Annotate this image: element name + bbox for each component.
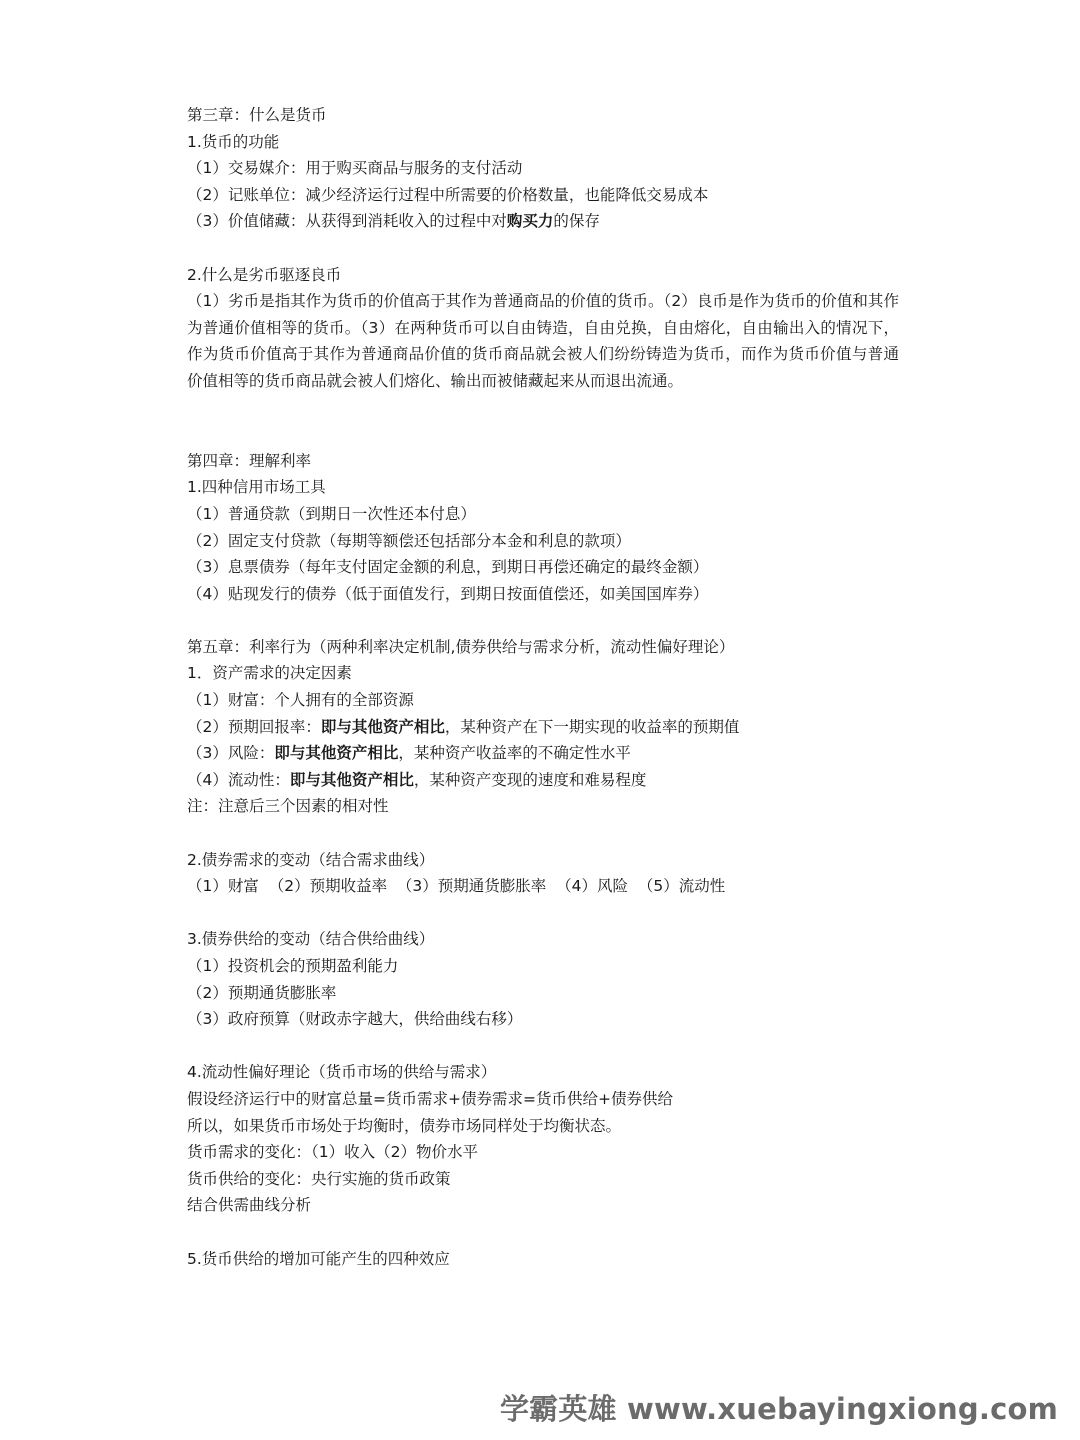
list-item bbox=[187, 767, 907, 794]
document-page bbox=[187, 102, 907, 1272]
list-item-text: （2）预期回报率： bbox=[187, 717, 321, 736]
list-item-text: ，某种资产收益率的不确定性水平 bbox=[398, 744, 631, 763]
list-item-text: （3）价值储藏：从获得到消耗收入的过程中对 bbox=[187, 212, 507, 231]
chapter-4-title: 第四章：理解利率 bbox=[187, 451, 312, 470]
spacer bbox=[187, 1219, 907, 1246]
list-item-text: 的保存 bbox=[553, 212, 600, 231]
section-5-1-title: 1．资产需求的决定因素 bbox=[187, 664, 352, 683]
text-line: 货币需求的变化：（1）收入（2）物价水平 bbox=[187, 1143, 478, 1162]
chapter-5-title: 第五章：利率行为（两种利率决定机制,债券供给与需求分析，流动性偏好理论） bbox=[187, 637, 735, 656]
text-line: 货币供给的变化：央行实施的货币政策 bbox=[187, 1169, 451, 1188]
section-4-1-title: 1.四种信用市场工具 bbox=[187, 478, 326, 497]
list-item: （1）普通贷款（到期日一次性还本付息） bbox=[187, 504, 476, 523]
list-item: （2）固定支付贷款（每期等额偿还包括部分本金和利息的款项） bbox=[187, 531, 631, 550]
spacer bbox=[187, 395, 907, 448]
list-item bbox=[187, 740, 907, 767]
section-5-3-title: 3.债券供给的变动（结合供给曲线） bbox=[187, 930, 435, 949]
list-item bbox=[187, 208, 907, 235]
spacer bbox=[187, 820, 907, 847]
list-item-text: （4）流动性： bbox=[187, 770, 290, 789]
emphasis-text: 购买力 bbox=[506, 212, 554, 231]
spacer bbox=[187, 900, 907, 927]
list-item: （3）政府预算（财政赤字越大，供给曲线右移） bbox=[187, 1010, 523, 1029]
section-5-2-title: 2.债券需求的变动（结合需求曲线） bbox=[187, 850, 435, 869]
list-item: （1）财富：个人拥有的全部资源 bbox=[187, 691, 414, 710]
emphasis-text: 即与其他资产相比 bbox=[289, 770, 414, 789]
paragraph: （1）劣币是指其作为货币的价值高于其作为普通商品的价值的货币。（2）良币是作为货币的价值和其作为普通价值相等的货币。（3）在两种货币可以自由铸造，自由兑换，自由熔化，自由输出入的情况下，作为货币价值高于其作为普通商品价值的货币商品就会被人们纷纷铸造为货币，而作为货币价值与普通价值相等的货币商品就会被人们熔化、输出而被储藏起来从而退出流通。 bbox=[187, 292, 899, 390]
section-5-5-title: 5.货币供给的增加可能产生的四种效应 bbox=[187, 1249, 450, 1268]
emphasis-text: 即与其他资产相比 bbox=[274, 744, 399, 763]
text-line: 结合供需曲线分析 bbox=[187, 1196, 312, 1215]
chapter-3-title: 第三章：什么是货币 bbox=[187, 106, 327, 124]
site-watermark: 学霸英雄 www.xuebayingxiong.com bbox=[499, 1392, 1058, 1426]
spacer bbox=[187, 235, 907, 262]
list-item: （2）预期通货膨胀率 bbox=[187, 983, 337, 1002]
section-3-1-title: 1.货币的功能 bbox=[187, 132, 280, 151]
list-item: （2）记账单位：减少经济运行过程中所需要的价格数量，也能降低交易成本 bbox=[187, 185, 709, 204]
list-item: （1）交易媒介：用于购买商品与服务的支付活动 bbox=[187, 159, 523, 178]
text-line: 所以，如果货币市场处于均衡时，债券市场同样处于均衡状态。 bbox=[187, 1116, 622, 1135]
spacer bbox=[187, 607, 907, 634]
list-item: （1）投资机会的预期盈利能力 bbox=[187, 957, 399, 975]
list-item: （3）息票债券（每年支付固定金额的利息，到期日再偿还确定的最终金额） bbox=[187, 558, 709, 577]
text-line: 假设经济运行中的财富总量=货币需求+债券需求=货币供给+债券供给 bbox=[187, 1089, 673, 1108]
list-item: （4）贴现发行的债券（低于面值发行，到期日按面值偿还，如美国国库券） bbox=[187, 584, 709, 603]
emphasis-text: 即与其他资产相比 bbox=[320, 717, 445, 736]
list-item bbox=[187, 714, 907, 741]
list-item-text: （3）风险： bbox=[187, 744, 275, 763]
list-item: （1）财富 （2）预期收益率 （3）预期通货膨胀率 （4）风险 （5）流动性 bbox=[187, 877, 726, 896]
list-item-text: ，某种资产在下一期实现的收益率的预期值 bbox=[444, 717, 740, 736]
spacer bbox=[187, 1033, 907, 1060]
section-3-2-title: 2.什么是劣币驱逐良币 bbox=[187, 265, 342, 284]
list-item-text: ，某种资产变现的速度和难易程度 bbox=[413, 770, 647, 789]
section-5-4-title: 4.流动性偏好理论（货币市场的供给与需求） bbox=[187, 1063, 497, 1082]
note-text: 注：注意后三个因素的相对性 bbox=[187, 797, 389, 816]
